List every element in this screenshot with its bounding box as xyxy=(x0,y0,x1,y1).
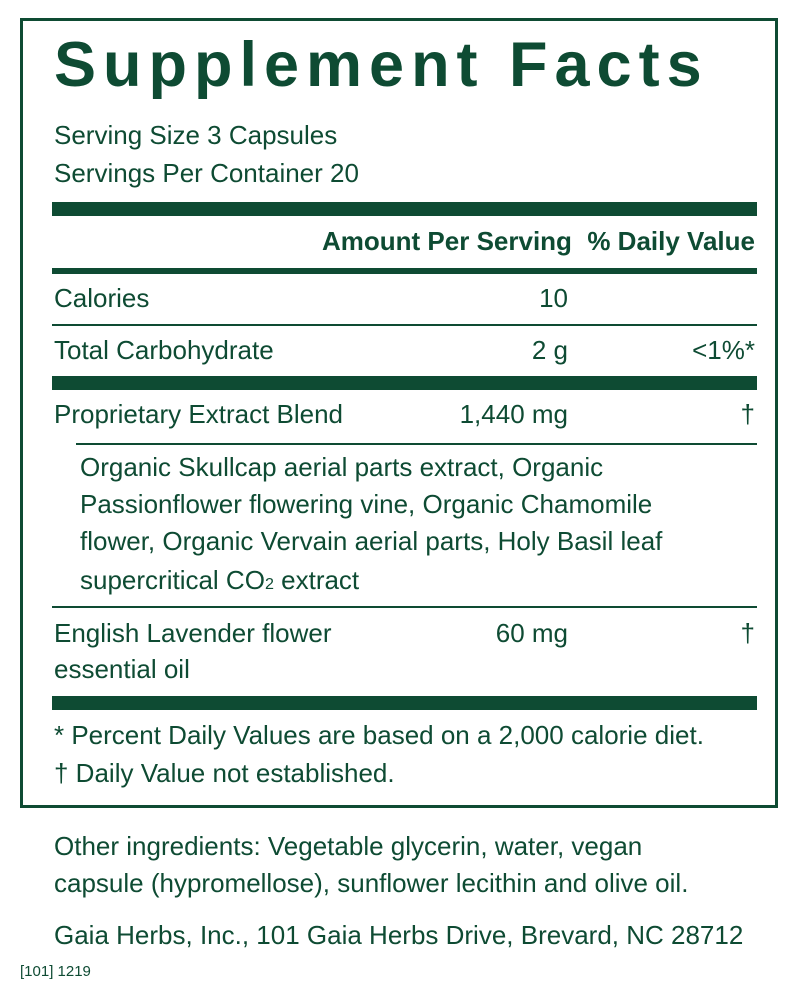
row-amount-lavender: 60 mg xyxy=(495,618,568,648)
blend-ingredients-line: Organic Skullcap aerial parts extract, Organic xyxy=(80,452,604,482)
label-code: [101] 1219 xyxy=(20,963,91,980)
row-amount-calories: 10 xyxy=(539,283,568,313)
row-label-lavender-line2: essential oil xyxy=(54,654,190,684)
thick-divider xyxy=(52,696,757,710)
row-amount-blend: 1,440 mg xyxy=(459,399,568,429)
servings-per-container: Servings Per Container 20 xyxy=(54,158,359,188)
daily-value-header: % Daily Value xyxy=(587,226,755,256)
row-dv-blend: † xyxy=(740,399,755,429)
thick-divider xyxy=(52,376,757,390)
panel-title: Supplement Facts xyxy=(54,30,709,100)
blend-ingredients-line: Passionflower flowering vine, Organic Chamomile xyxy=(80,489,653,519)
serving-size: Serving Size 3 Capsules xyxy=(54,120,338,150)
thick-divider xyxy=(52,202,757,216)
row-label-carbohydrate: Total Carbohydrate xyxy=(54,335,274,365)
row-label-lavender: English Lavender flower xyxy=(54,618,332,648)
row-label-calories: Calories xyxy=(54,283,150,313)
medium-divider xyxy=(52,268,757,274)
footnote-daily-values: * Percent Daily Values are based on a 2,000 calorie diet. xyxy=(54,720,704,750)
row-dv-carbohydrate: <1%* xyxy=(692,335,755,365)
row-label-blend: Proprietary Extract Blend xyxy=(54,399,344,429)
row-amount-carbohydrate: 2 g xyxy=(531,335,568,365)
blend-ingredients-line: supercritical CO2 extract xyxy=(80,565,360,595)
thin-divider xyxy=(52,606,757,608)
footnote-dagger: † Daily Value not established. xyxy=(54,758,395,788)
amount-per-serving-header: Amount Per Serving xyxy=(322,226,572,256)
manufacturer-address: Gaia Herbs, Inc., 101 Gaia Herbs Drive, Brevard, NC 28712 xyxy=(54,920,744,950)
thin-divider xyxy=(52,324,757,326)
row-dv-lavender: † xyxy=(740,618,755,648)
other-ingredients-line: capsule (hypromellose), sunflower lecithin and olive oil. xyxy=(54,868,689,898)
thin-divider xyxy=(76,443,757,445)
other-ingredients-line: Other ingredients: Vegetable glycerin, water, vegan xyxy=(54,831,643,861)
blend-ingredients-line: flower, Organic Vervain aerial parts, Holy Basil leaf xyxy=(80,526,663,556)
